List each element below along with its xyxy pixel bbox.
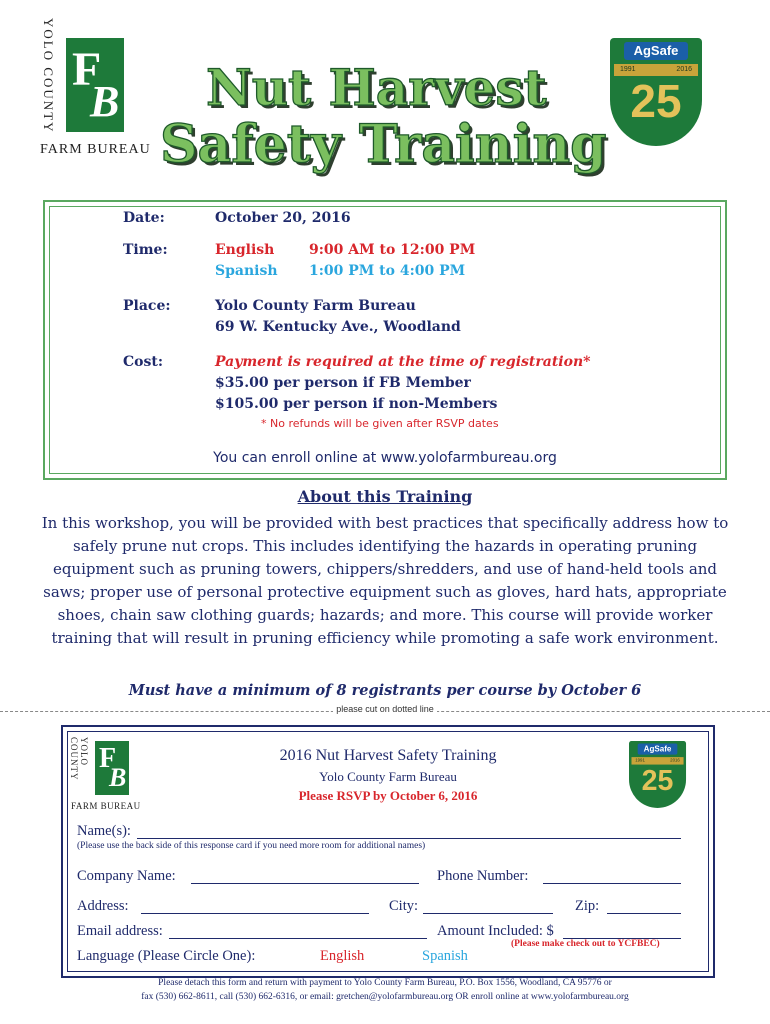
- spanish-time: 1:00 PM to 4:00 PM: [309, 263, 466, 279]
- spanish-label: Spanish: [215, 263, 278, 279]
- cost-label: Cost:: [123, 354, 163, 370]
- zip-input-line[interactable]: [607, 913, 681, 914]
- language-option-english[interactable]: English: [320, 948, 365, 964]
- agsafe-tag: AgSafe: [624, 42, 688, 60]
- agsafe-number: 25: [630, 75, 682, 127]
- footer-line-1: Please detach this form and return with payment to Yolo County Farm Bureau, P.O. Box 1556, Woodland, CA 95776 or: [158, 978, 612, 988]
- phone-label: Phone Number:: [437, 868, 529, 884]
- amount-input-line[interactable]: [563, 938, 681, 939]
- about-body: In this workshop, you will be provided with best practices that specifically address how to safely prune nut crops. This includes identifying the hazards in operating pruning equipment such as pruning towers, chippers/shredders, and use of hand-held tools and saws; proper use of personal protective equipment such as gloves, hard hats, appropriate shoes, chain saw clothing guards; hazards; and more. This course will provide worker training that will result in pruning efficiency while promoting a safe work environment.: [41, 514, 729, 647]
- date-label: Date:: [123, 210, 165, 226]
- farm-bureau-name: FARM BUREAU: [40, 142, 151, 157]
- amount-label: Amount Included: $: [437, 923, 554, 939]
- cost-notice: Payment is required at the time of registration*: [215, 354, 591, 370]
- cut-instruction: please cut on dotted line: [0, 704, 770, 714]
- agsafe-year-start: 1991: [620, 66, 636, 73]
- footer-line-2: fax (530) 662-8611, call (530) 662-6316, or email: gretchen@yolofarmbureau.org OR enroll online at www.yolofarmbureau.org: [141, 992, 629, 1002]
- title-line-2: Safety Training: [160, 114, 607, 175]
- names-note: (Please use the back side of this response card if you need more room for additional names): [77, 841, 426, 851]
- english-time: 9:00 AM to 12:00 PM: [309, 242, 476, 258]
- county-vertical-text: YOLO COUNTY: [41, 18, 56, 134]
- card-subtitle: Yolo County Farm Bureau: [319, 769, 457, 784]
- company-input-line[interactable]: [191, 883, 419, 884]
- language-label: Language (Please Circle One):: [77, 948, 256, 964]
- zip-label: Zip:: [575, 898, 600, 914]
- enroll-text: You can enroll online at www.yolofarmbureau.org: [213, 450, 557, 466]
- cost-member: $35.00 per person if FB Member: [215, 375, 471, 391]
- address-label: Address:: [77, 898, 129, 914]
- card-rsvp-deadline: Please RSVP by October 6, 2016: [298, 788, 478, 803]
- check-payable-note: (Please make check out to YCFBEC): [511, 939, 660, 949]
- refund-note: * No refunds will be given after RSVP dates: [261, 417, 499, 430]
- about-heading: About this Training: [297, 487, 473, 506]
- place-line-2: 69 W. Kentucky Ave., Woodland: [215, 319, 461, 335]
- names-input-line[interactable]: [137, 838, 681, 839]
- date-value: October 20, 2016: [215, 210, 351, 226]
- names-label: Name(s):: [77, 823, 131, 839]
- address-input-line[interactable]: [141, 913, 369, 914]
- card-county-vertical: YOLO COUNTY: [69, 737, 89, 781]
- agsafe-year-end: 2016: [676, 66, 692, 73]
- english-label: English: [215, 242, 275, 258]
- language-option-spanish[interactable]: Spanish: [422, 948, 468, 964]
- company-label: Company Name:: [77, 868, 176, 884]
- rsvp-card: YOLO COUNTY F B FARM BUREAU AgSafe 1991 2016 25 2016 Nut Harvest Safety Training Yolo County Farm Bureau Please RSVP by October 6, 2016 Name(s): (Please use the back side of this response card if you need more room for additional names) Company Name: Phone Number: Address: City: Zip: Email address: Amount Included: $ (Please make check out to YCFBEC) Language (Please Circle One): English Spanish: [61, 725, 715, 978]
- card-title: 2016 Nut Harvest Safety Training: [279, 747, 497, 764]
- place-line-1: Yolo County Farm Bureau: [215, 298, 416, 314]
- city-label: City:: [389, 898, 419, 914]
- email-label: Email address:: [77, 923, 163, 939]
- email-input-line[interactable]: [169, 938, 427, 939]
- phone-input-line[interactable]: [543, 883, 681, 884]
- minimum-registrants-note: Must have a minimum of 8 registrants per course by October 6: [128, 682, 642, 699]
- card-farm-bureau-logo: F B: [95, 741, 129, 795]
- farm-bureau-logo: F B: [66, 38, 124, 132]
- time-label: Time:: [123, 242, 168, 258]
- event-details-box: [43, 200, 727, 480]
- city-input-line[interactable]: [423, 913, 553, 914]
- cost-nonmember: $105.00 per person if non-Members: [215, 396, 498, 412]
- title-line-1: Nut Harvest: [206, 58, 547, 117]
- place-label: Place:: [123, 298, 171, 314]
- card-farm-bureau-name: FARM BUREAU: [71, 801, 141, 811]
